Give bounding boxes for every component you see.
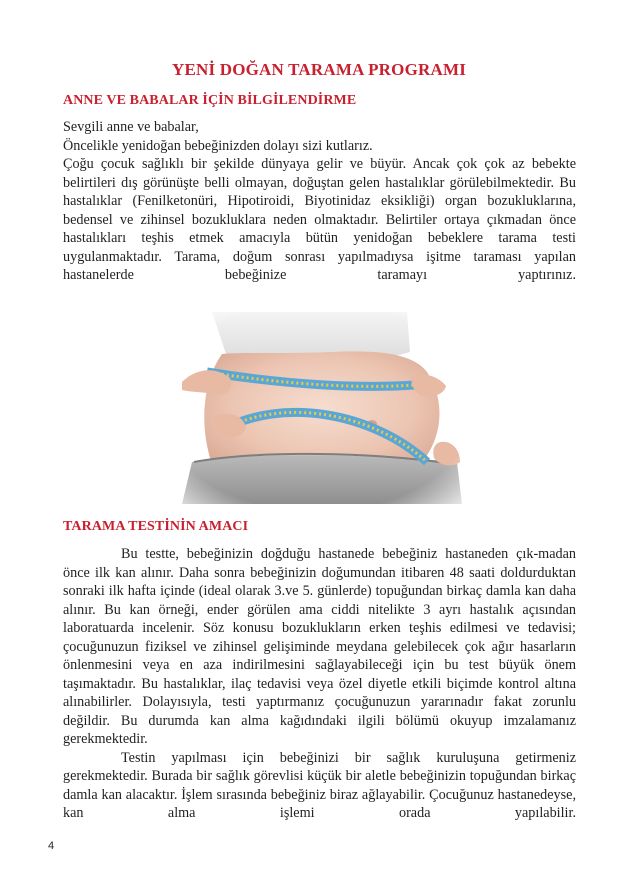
intro-body <box>63 118 576 285</box>
page-title: YENİ DOĞAN TARAMA PROGRAMI <box>171 60 467 79</box>
purpose-paragraph: Bu testte, bebeğinizin doğduğu hastanede bebeğiniz hastaneden çık-madan önce ilk kan alınır. Daha sonra bebeğinizin doğumundan itibaren 48 saati doldurduktan sonraki ilk hafta içinde (ideal olarak 3.ve 5. günlerde) topuğundan birkaç damla kan daha alınır. Bu kan örneği, ender görülen ama ciddi nitelikte 3 ayrı hastalık açısından laboratuarda incelenir. Söz konusu bozuklukların erken teşhis edilmesi ve tedavisi; çocuğunuzun fiziksel ve zihinsel gelişiminde meydana gelebilecek çok ağır hasarların önlenmesini veya en aza indirilmesini sağlayabileceği için bu test büyük önem taşımaktadır. Bu hastalıklar, ilaç tedavisi veya özel diyetle etkili biçimde kontrol altına alınabilirler. Dolayısıyla, testi yaptırmanız çocuğunuzun yararınadır fakat zorunlu değildir. Bu durumda kan alma kağıdındaki ilgili bölümü okuyup imzalamanız gerekmektedir. <box>63 546 576 747</box>
pregnant-belly-measuring-tape-photo <box>172 312 462 504</box>
section-heading-information: ANNE VE BABALAR İÇİN BİLGİLENDİRME <box>63 93 357 108</box>
page-number: 4 <box>48 840 55 852</box>
congratulation: Öncelikle yenidoğan bebeğinizden dolayı sizi kutlarız. <box>63 137 373 154</box>
intro-paragraph: Çoğu çocuk sağlıklı bir şekilde dünyaya gelir ve büyür. Ancak çok çok az bebekte belirtileri dış görünüşte belli olmayan, doğuştan gelen hastalıklar görülebilmektedir. Bu hastalıklar (Fenilketonüri, Hipotiroidi, Biyotinidaz eksikliği) organ bozukluklarına, bedensel ve zihinsel bozukluklara neden olmaktadır. Belirtiler ortaya çıkmadan önce hastalıkları teşhis etmek amacıyla bütün yenidoğan bebeklere tarama testi uygulanmaktadır. Tarama, doğum sonrası yapılmadıysa işitme taraması yapılan hastanelerde bebeğinize taramayı yaptırınız. <box>63 156 576 283</box>
purpose-body <box>63 545 576 823</box>
section-heading-purpose: TARAMA TESTİNİN AMACI <box>63 519 249 534</box>
greeting: Sevgili anne ve babalar, <box>63 119 199 135</box>
procedure-paragraph: Testin yapılması için bebeğinizi bir sağlık kuruluşuna getirmeniz gerekmektedir. Burada bir sağlık görevlisi küçük bir aletle bebeğinizin topuğundan birkaç damla kan alacaktır. İşlem sırasında bebeğiniz biraz ağlayabilir. Çocuğunuz hastanedeyse, kan alma işlemi orada yapılabilir. <box>63 749 576 821</box>
pregnant-belly-photo-icon <box>172 312 462 504</box>
